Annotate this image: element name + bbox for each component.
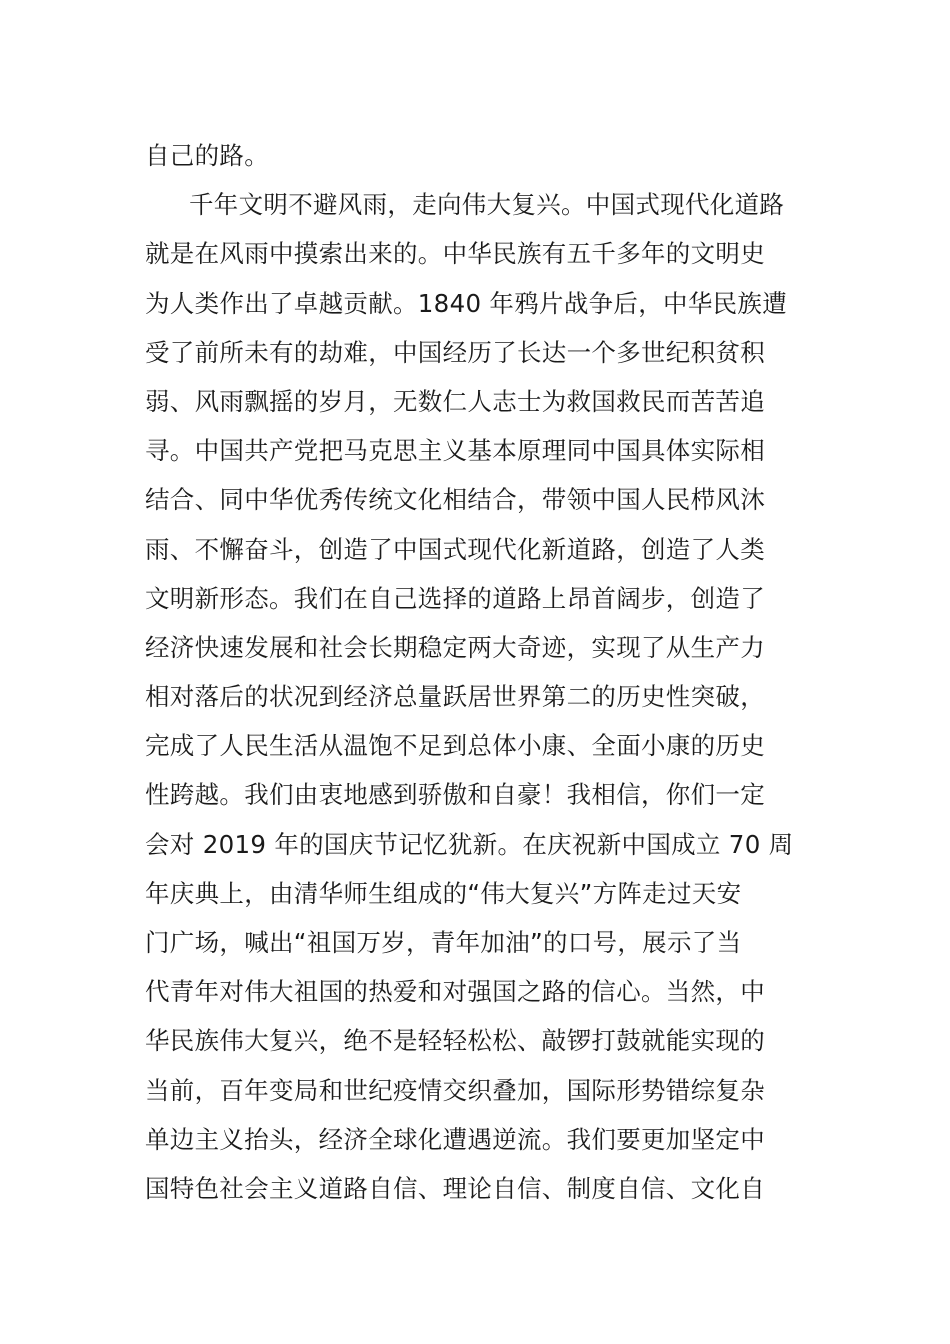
- text-line: 门广场，喊出“祖国万岁，青年加油”的口号，展示了当: [145, 928, 742, 957]
- text-line: 相对落后的状况到经济总量跃居世界第二的历史性突破，: [145, 682, 765, 712]
- text-line: 自己的路。: [145, 141, 269, 170]
- text-line: 代青年对伟大祖国的热爱和对强国之路的信心。当然，中: [145, 977, 765, 1007]
- text-line: 为人类作出了卓越贡献。1840 年鸦片战争后，中华民族遭: [145, 288, 788, 318]
- text-line: 当前，百年变局和世纪疫情交织叠加，国际形势错综复杂: [145, 1075, 765, 1105]
- text-line: 完成了人民生活从温饱不足到总体小康、全面小康的历史: [145, 731, 765, 761]
- text-line: 雨、不懈奋斗，创造了中国式现代化新道路，创造了人类: [145, 534, 765, 564]
- text-line: 经济快速发展和社会长期稳定两大奇迹，实现了从生产力: [145, 632, 765, 662]
- body-text: [145, 131, 815, 1213]
- text-line: 寻。中国共产党把马克思主义基本原理同中国具体实际相: [145, 436, 765, 466]
- text-line: 年庆典上，由清华师生组成的“伟大复兴”方阵走过天安: [145, 878, 742, 908]
- text-line: 华民族伟大复兴，绝不是轻轻松松、敲锣打鼓就能实现的: [145, 1026, 765, 1056]
- text-line: 文明新形态。我们在自己选择的道路上昂首阔步，创造了: [145, 583, 765, 613]
- paragraph-first-line: 千年文明不避风雨，走向伟大复兴。中国式现代化道路: [189, 190, 785, 220]
- text-line: 就是在风雨中摸索出来的。中华民族有五千多年的文明史: [145, 239, 765, 269]
- text-line: 弱、风雨飘摇的岁月，无数仁人志士为救国救民而苦苦追: [145, 386, 765, 416]
- text-line: 单边主义抬头，经济全球化遭遇逆流。我们要更加坚定中: [145, 1124, 765, 1154]
- text-line: 受了前所未有的劫难，中国经历了长达一个多世纪积贫积: [145, 337, 765, 367]
- text-line: 结合、同中华优秀传统文化相结合，带领中国人民栉风沐: [145, 485, 765, 515]
- text-line: 性跨越。我们由衷地感到骄傲和自豪！我相信，你们一定: [145, 780, 765, 810]
- text-line: 会对 2019 年的国庆节记忆犹新。在庆祝新中国成立 70 周: [145, 829, 794, 859]
- text-line: 国特色社会主义道路自信、理论自信、制度自信、文化自: [145, 1173, 765, 1203]
